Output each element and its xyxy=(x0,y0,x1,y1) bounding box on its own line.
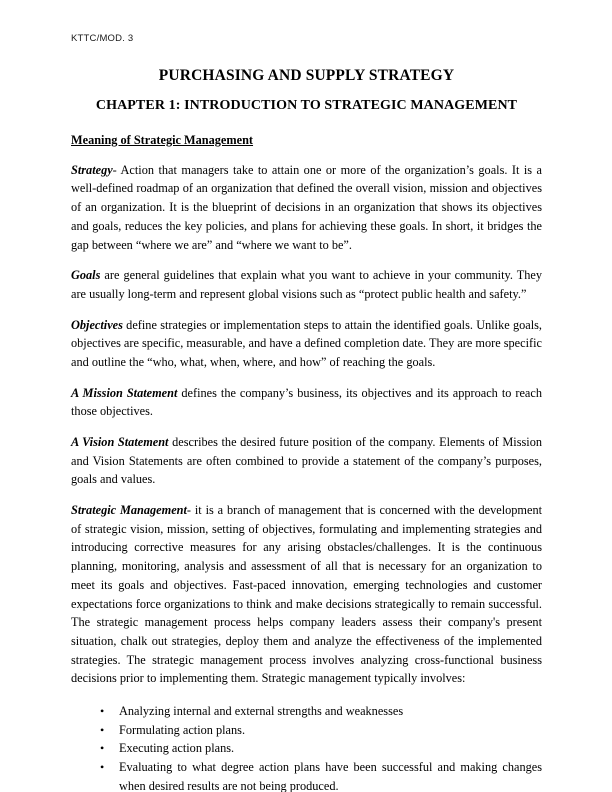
list-item xyxy=(100,721,542,740)
list-item-label: Evaluating to what degree action plans have been successful and making changes when desired results are not being produced. xyxy=(119,760,542,792)
list-item-label: Analyzing internal and external strengths and weaknesses xyxy=(119,703,404,718)
term-mission-statement: A Mission Statement xyxy=(71,385,178,400)
chapter-title: CHAPTER 1: INTRODUCTION TO STRATEGIC MANAGEMENT xyxy=(95,97,518,113)
list-item xyxy=(100,758,542,792)
paragraph-objectives xyxy=(71,316,542,372)
list-item-label: Formulating action plans. xyxy=(119,722,246,737)
paragraph-vision-statement xyxy=(71,433,542,489)
list-item xyxy=(100,739,542,758)
list-item xyxy=(100,702,542,721)
paragraph-vision-statement-text: describes the desired future position of the company. Elements of Mission and Vision Statements are often combined to provide a statement of the company’s purposes, goals and values. xyxy=(71,435,542,487)
document-header-label: KTTC/MOD. 3 xyxy=(71,33,134,44)
section-heading-meaning-of-strategic-management: Meaning of Strategic Management xyxy=(71,132,254,147)
term-vision-statement: A Vision Statement xyxy=(71,435,169,450)
term-strategic-management: Strategic Management xyxy=(71,503,187,518)
bullet-icon: • xyxy=(100,722,105,737)
paragraph-strategic-management xyxy=(71,501,542,688)
strategic-management-involves-list xyxy=(71,702,542,792)
page-title: PURCHASING AND SUPPLY STRATEGY xyxy=(158,67,455,84)
paragraph-goals-text: are general guidelines that explain what you want to achieve in your community. They are usually long-term and represent global visions such as “protect public health and safety.” xyxy=(71,268,542,301)
bullet-icon: • xyxy=(100,741,105,756)
term-objectives: Objectives xyxy=(71,317,123,332)
paragraph-strategy xyxy=(71,161,542,254)
list-item-label: Executing action plans. xyxy=(119,741,235,756)
document-body xyxy=(71,66,542,792)
paragraph-strategic-management-text: - it is a branch of management that is concerned with the development of strategic vision, mission, setting of objectives, formulating and implementing strategies and introducing corrective measures for any arising obstacles/challenges. It is the continuous planning, monitoring, analysis and assessment of all that is necessary for an organization to meet its goals and objectives. Fast-paced innovation, emerging technologies and customer expectations force organizations to think and make decisions strategically to remain successful. The strategic management process helps company leaders assess their company's present situation, chalk out strategies, deploy them and analyze the effectiveness of the implemented strategies. The strategic management process involves analyzing cross-functional business decisions prior to implementing them. Strategic management typically involves: xyxy=(71,503,543,686)
paragraph-objectives-text: define strategies or implementation steps to attain the identified goals. Unlike goals, objectives are specific, measurable, and have a defined completion date. They are more specific and outline the “who, what, when, where, and how” of reaching the goals. xyxy=(71,317,542,369)
paragraph-strategy-text: - Action that managers take to attain one or more of the organization’s goals. It is a well-defined roadmap of an organization that defined the overall vision, mission and objectives of an organization. It is the blueprint of decisions in an organization that shows its objectives and goals, reduces the key policies, and plans for achieving these goals. In short, it bridges the gap between “where we are” and “where we want to be”. xyxy=(71,162,542,252)
term-strategy: Strategy xyxy=(71,162,113,177)
bullet-icon: • xyxy=(100,760,105,775)
bullet-icon: • xyxy=(100,703,105,718)
paragraph-mission-statement-text: defines the company’s business, its objectives and its approach to reach those objectives. xyxy=(71,385,542,419)
paragraph-goals xyxy=(71,266,542,303)
term-goals: Goals xyxy=(71,268,101,283)
paragraph-mission-statement xyxy=(71,384,542,421)
